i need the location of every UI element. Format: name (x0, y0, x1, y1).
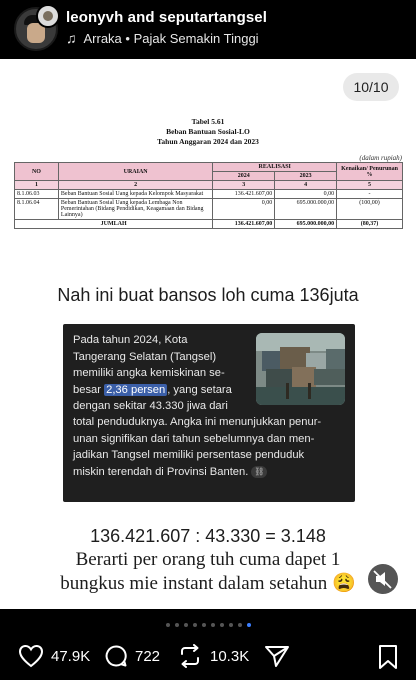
table-row: 8.1.06.04 Beban Bantuan Sosial Uang kepada Lembaga Non Pemerintahan (Bidang Pendidikan, Keagamaan dan Bidang Lainnya) 0,00 695.000.000,00 (100,00) (15, 199, 403, 220)
song-title: Arraka • Pajak Semakin Tinggi (83, 30, 259, 46)
carousel-indicator (0, 623, 416, 627)
mute-toggle-button[interactable] (368, 564, 398, 594)
bookmark-icon (378, 644, 398, 670)
carousel-dot (166, 623, 170, 627)
heart-icon (18, 644, 44, 668)
caption-text: Nah ini buat bansos loh cuma 136juta (57, 285, 359, 305)
table-title: Tabel 5.61 Beban Bantuan Sosial-LO Tahun Anggaran 2024 dan 2023 (157, 117, 259, 146)
post-header (0, 0, 416, 58)
carousel-dot (238, 623, 242, 627)
col-2024: 2024 (213, 172, 275, 181)
news-snippet (63, 324, 355, 502)
slide-counter: 10/10 (343, 73, 399, 101)
bookmark-button[interactable] (378, 644, 398, 675)
like-button[interactable] (18, 644, 90, 668)
highlighted-percent: 2,36 persen (106, 383, 166, 396)
audio-track[interactable] (66, 30, 259, 46)
comment-count: 722 (135, 647, 161, 665)
send-icon (264, 644, 290, 668)
collaborator-avatar[interactable] (36, 4, 60, 28)
repost-icon (177, 644, 203, 668)
action-bar (0, 640, 416, 676)
usernames[interactable]: leonyvh and seputartangsel (66, 9, 267, 26)
column-number-row: 1 2 3 4 5 (15, 181, 403, 190)
repost-count: 10.3K (210, 647, 250, 665)
comment-icon (104, 644, 128, 668)
carousel-dot (247, 623, 251, 627)
link-icon[interactable]: ⛓ (251, 466, 267, 478)
comment-button[interactable] (104, 644, 160, 668)
share-button[interactable] (264, 644, 290, 668)
col-2023: 2023 (275, 172, 337, 181)
col-realisasi: REALISASI (213, 163, 337, 172)
carousel-dot (202, 623, 206, 627)
music-note-icon: ♫ (66, 30, 77, 46)
post-media[interactable] (0, 59, 416, 609)
news-text-top: Pada tahun 2024, Kota Tangerang Selatan (Tangsel) memiliki angka kemiskinan se- besar 2,36 persen , yang setara dengan sekitar 43.330 jiwa dari (73, 334, 232, 412)
carousel-dot (229, 623, 233, 627)
table-unit: (dalam rupiah) (359, 154, 402, 162)
calculation-text: 136.421.607 : 43.330 = 3.148 Berarti per orang tuh cuma dapet 1 bungkus mie instant dalam setahun 😩 (60, 526, 356, 594)
carousel-dot (193, 623, 197, 627)
repost-button[interactable] (177, 644, 249, 668)
carousel-dot (175, 623, 179, 627)
carousel-dot (184, 623, 188, 627)
news-text-bottom: total penduduknya. Angka ini menunjukkan penur- unan signifikan dari tahun sebelumnya dan men- jadikan Tangsel memiliki persentase penduduk miskin terendah di Provinsi Banten. ⛓ (73, 416, 322, 478)
budget-table (14, 162, 403, 229)
news-thumbnail-image (256, 333, 345, 405)
col-change: Kenaikan/ Penurunan % (337, 163, 403, 181)
carousel-dot (211, 623, 215, 627)
carousel-dot (220, 623, 224, 627)
col-no: NO (15, 163, 59, 181)
like-count: 47.9K (51, 647, 91, 665)
col-uraian: URAIAN (58, 163, 212, 181)
table-total-row: JUMLAH 136.421.607,00 695.000.000,00 (80,37) (15, 220, 403, 229)
table-row: 8.1.06.03 Beban Bantuan Sosial Uang kepada Kelompok Masyarakat 136.421.607,00 0,00 - (15, 190, 403, 199)
speaker-muted-icon (368, 564, 398, 594)
